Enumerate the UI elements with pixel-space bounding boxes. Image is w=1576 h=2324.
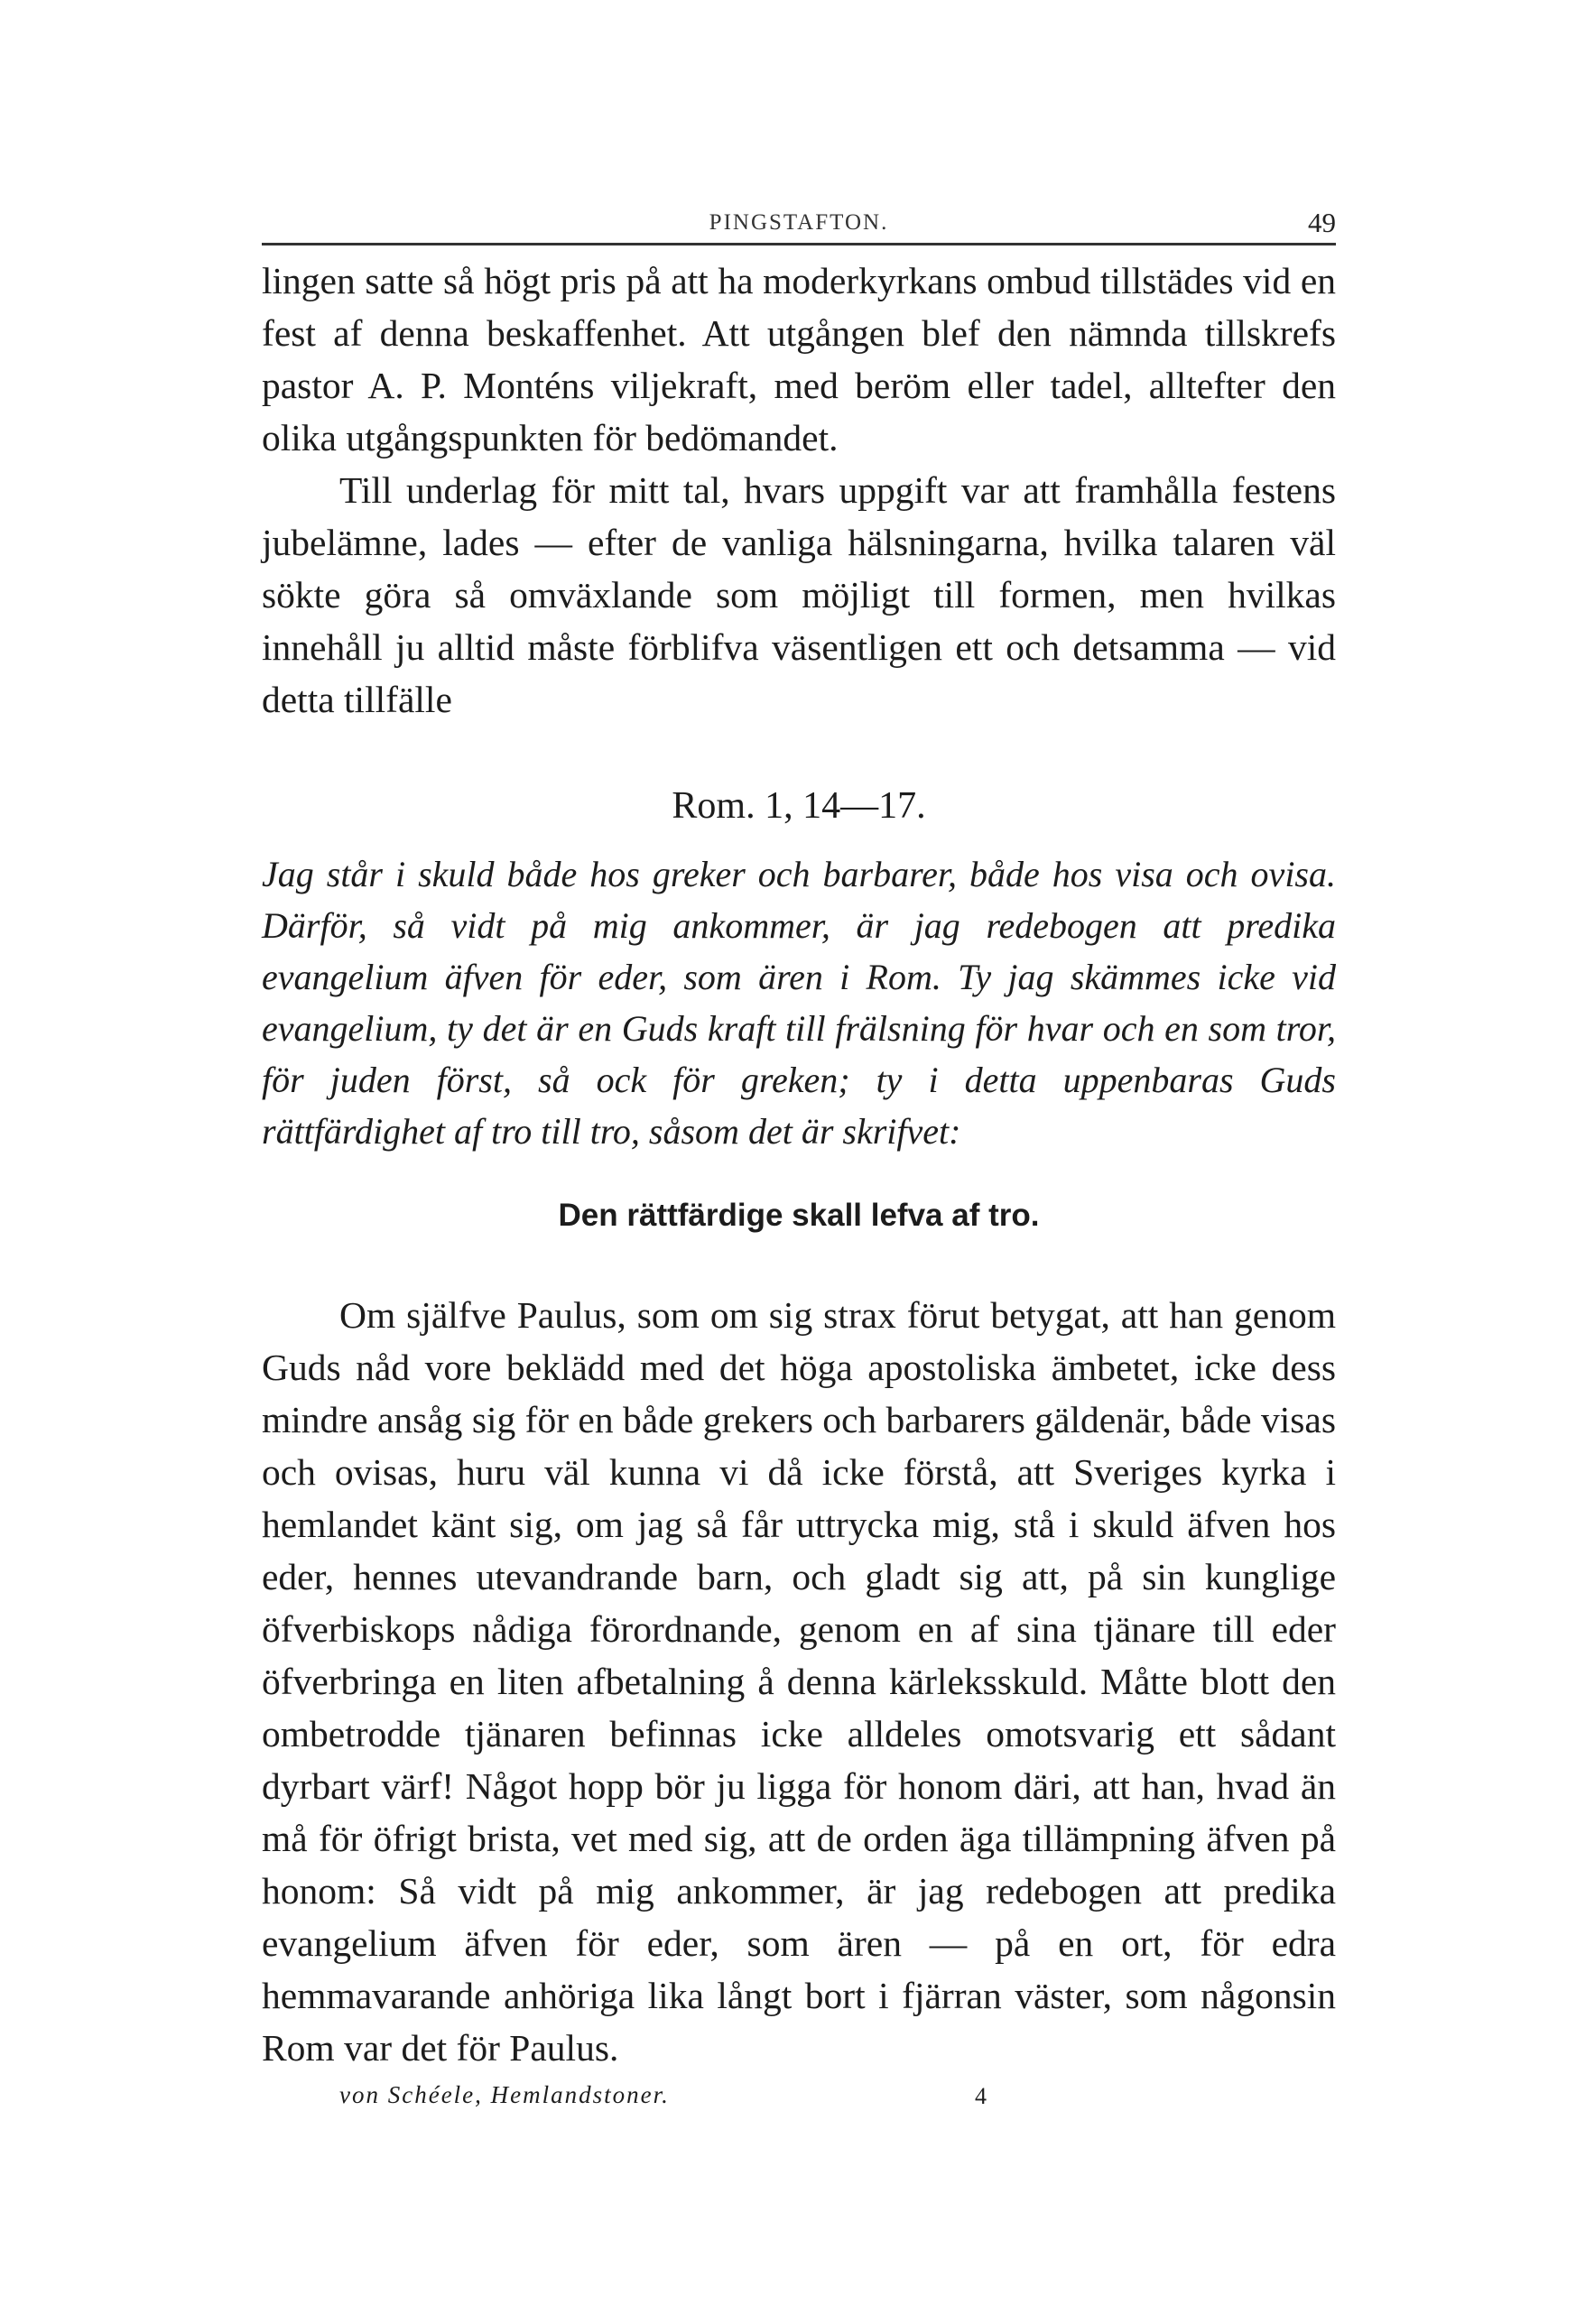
book-page	[262, 203, 1336, 2121]
page-header	[262, 203, 1336, 245]
signature-number: 4	[975, 2083, 987, 2109]
sermon-heading: Den rättfärdige skall lefva af tro.	[558, 1198, 1040, 1233]
scripture-quote: Jag står i skuld både hos greker och barbarer, både hos visa och ovisa. Därför, så vidt på mig ankommer, är jag redebogen att predika evangelium äfven för eder, som ären i Rom. Ty jag skämmes icke vid evangelium, ty det är en Guds kraft till frälsning för hvar och en som tror, för juden först, så ock för greken; ty i detta uppenbaras Guds rättfärdighet af tro till tro, såsom det är skrifvet:	[262, 854, 1336, 1152]
signature-line: von Schéele, Hemlandstoner.	[339, 2081, 670, 2108]
page-footer	[262, 2081, 1336, 2121]
intro-paragraph: lingen satte så högt pris på att ha moderkyrkans ombud tillstädes vid en fest af denna beskaffenhet. Att utgången blef den nämnda tillskrefs pastor A. P. Monténs viljekraft, med beröm eller tadel, alltefter den olika utgångspunkten för bedömandet.	[262, 260, 1336, 458]
sermon-paragraph: Till underlag för mitt tal, hvars uppgift var att framhålla festens jubelämne, lades — efter de vanliga hälsningarna, hvilka talaren väl sökte göra så omväxlande som möjligt till formen, men hvilkas innehåll ju alltid måste förblifva väsentligen ett och detsamma — vid detta tillfälle	[262, 469, 1336, 720]
scripture-reference: Rom. 1, 14—17.	[672, 785, 926, 827]
page-number: 49	[1308, 207, 1336, 238]
main-paragraph: Om själfve Paulus, som om sig strax förut betygat, att han genom Guds nåd vore beklädd med det höga apostoliska ämbetet, icke dess mindre ansåg sig för en både grekers och barbarers gäldenär, både visas och ovisas, huru väl kunna vi då icke förstå, att Sveriges kyrka i hemlandet känt sig, om jag så får uttrycka mig, stå i skuld äfven hos eder, hennes utevandrande barn, och gladt sig att, på sin kunglige öfverbiskops nådiga förordnande, genom en af sina tjänare till eder öfverbringa en liten afbetalning å denna kärleksskuld. Måtte blott den ombetrodde tjänaren befinnas icke alldeles omotsvarig ett sådant dyrbart värf! Något hopp bör ju ligga för honom däri, att han, hvad än må för öfrigt brista, vet med sig, att de orden äga tillämpning äfven på honom: Så vidt på mig ankommer, är jag redebogen att predika evangelium äfven för eder, som ären — på en ort, för edra hemmavarande anhöriga lika långt bort i fjärran väster, som någonsin Rom var det för Paulus.	[262, 1294, 1336, 2069]
running-head: PINGSTAFTON.	[709, 210, 889, 235]
